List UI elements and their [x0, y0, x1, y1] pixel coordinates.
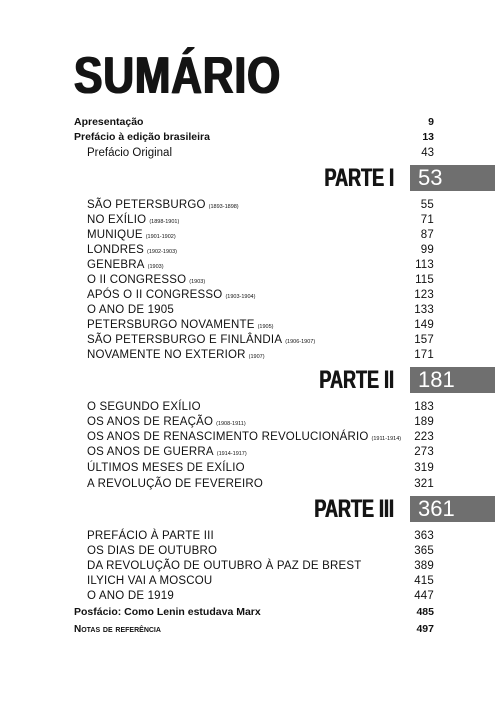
- chapter-title: OS ANOS DE GUERRA: [87, 446, 214, 458]
- chapter-page: 71: [420, 214, 434, 226]
- toc-chapter[interactable]: [87, 333, 434, 348]
- toc-entry-page: 43: [421, 147, 434, 159]
- chapter-page: 319: [414, 462, 434, 474]
- chapter-title: O ANO DE 1919: [87, 590, 174, 602]
- chapter-page: 365: [414, 545, 434, 557]
- toc-entry-notas[interactable]: [74, 622, 434, 637]
- chapter-years: (1907): [248, 354, 265, 360]
- toc-entry-label: Prefácio Original: [87, 147, 173, 159]
- toc-chapter[interactable]: [87, 348, 434, 363]
- toc-chapter[interactable]: [87, 213, 434, 228]
- toc-entry-page: 485: [416, 606, 434, 618]
- toc-entry-prefacio-edicao-brasileira[interactable]: [74, 130, 434, 145]
- part-page-bar: 361: [410, 496, 495, 522]
- chapter-page: 223: [414, 431, 434, 443]
- part-label: PARTE I: [324, 164, 394, 192]
- toc-chapter[interactable]: [87, 318, 434, 333]
- chapter-page: 171: [414, 349, 434, 361]
- toc-entry-label: Posfácio: Como Lenin estudava Marx: [74, 606, 261, 618]
- toc-chapter[interactable]: [87, 589, 434, 604]
- chapter-years: (1908-1911): [216, 421, 246, 427]
- chapter-title: SÃO PETERSBURGO E FINLÂNDIA: [87, 334, 283, 346]
- chapter-years: (1901-1902): [145, 234, 176, 240]
- chapter-years: (1903-1904): [225, 294, 256, 300]
- chapter-years: (1902-1903): [147, 249, 177, 255]
- toc-chapter[interactable]: [87, 288, 434, 303]
- chapter-years: (1903): [147, 264, 164, 270]
- toc-entry-page: 497: [416, 623, 434, 635]
- page-title: SUMÁRIO: [74, 47, 282, 105]
- toc-chapter[interactable]: [87, 574, 434, 589]
- chapter-title: GENEBRA: [87, 259, 145, 271]
- chapter-title: LONDRES: [87, 244, 144, 256]
- toc-chapter[interactable]: [87, 544, 434, 559]
- toc-chapter[interactable]: [87, 198, 434, 213]
- toc-chapter[interactable]: [87, 461, 434, 476]
- toc-chapter[interactable]: [87, 445, 434, 460]
- chapter-page: 273: [414, 446, 434, 458]
- toc-entry-label: Notas de referência: [74, 624, 161, 635]
- toc-chapter[interactable]: [87, 430, 434, 445]
- chapter-years: (1903): [189, 279, 206, 285]
- chapter-page: 189: [414, 416, 434, 428]
- part-header-3[interactable]: [0, 496, 495, 522]
- toc-chapter[interactable]: [87, 258, 434, 273]
- chapter-page: 149: [414, 319, 434, 331]
- chapter-title: OS ANOS DE RENASCIMENTO REVOLUCIONÁRIO: [87, 431, 369, 443]
- chapter-page: 183: [414, 401, 434, 413]
- chapter-page: 415: [414, 575, 434, 587]
- toc-entry-page: 13: [422, 131, 434, 143]
- chapter-page: 123: [414, 289, 434, 301]
- part-page-bar: 181: [410, 367, 495, 393]
- chapter-years: (1905): [257, 324, 274, 330]
- toc-entry-apresentacao[interactable]: [74, 115, 434, 130]
- chapter-title: SÃO PETERSBURGO: [87, 199, 206, 211]
- chapter-title: A REVOLUÇÃO DE FEVEREIRO: [87, 478, 264, 490]
- toc-entry-label: Apresentação: [74, 116, 144, 128]
- chapter-years: (1914-1917): [216, 451, 247, 457]
- chapter-page: 113: [415, 259, 434, 271]
- chapter-page: 363: [414, 530, 434, 542]
- toc-chapter[interactable]: [87, 303, 434, 318]
- toc-entry-page: 9: [428, 116, 434, 128]
- chapter-title: O ANO DE 1905: [87, 304, 174, 316]
- chapter-title: PETERSBURGO NOVAMENTE: [87, 319, 255, 331]
- chapter-page: 321: [414, 478, 434, 490]
- part-page-bar: 53: [410, 165, 495, 191]
- toc-chapter[interactable]: [87, 228, 434, 243]
- chapter-title: APÓS O II CONGRESSO: [87, 289, 223, 301]
- chapter-title: NOVAMENTE NO EXTERIOR: [87, 349, 246, 361]
- chapter-title: O SEGUNDO EXÍLIO: [87, 401, 201, 413]
- chapter-years: (1911-1914): [371, 436, 402, 442]
- toc-chapter[interactable]: [87, 559, 434, 574]
- part-label: PARTE II: [319, 366, 394, 394]
- chapter-page: 389: [414, 560, 434, 572]
- chapter-years: (1898-1901): [149, 219, 180, 225]
- chapter-title: OS ANOS DE REAÇÃO: [87, 416, 214, 428]
- toc-chapter[interactable]: [87, 477, 434, 492]
- toc-entry-label: Prefácio à edição brasileira: [74, 131, 210, 143]
- chapter-title: ÚLTIMOS MESES DE EXÍLIO: [87, 462, 245, 474]
- chapter-page: 157: [414, 334, 434, 346]
- chapter-years: (1906-1907): [285, 339, 316, 345]
- part-label: PARTE III: [314, 495, 394, 523]
- chapter-title: OS DIAS DE OUTUBRO: [87, 545, 218, 557]
- toc-entry-posfacio[interactable]: [74, 605, 434, 620]
- chapter-title: DA REVOLUÇÃO DE OUTUBRO À PAZ DE BREST: [87, 560, 362, 572]
- chapter-title: ILYICH VAI A MOSCOU: [87, 575, 213, 587]
- part-header-1[interactable]: [0, 165, 495, 191]
- chapter-title: O II CONGRESSO: [87, 274, 187, 286]
- chapter-years: (1893-1898): [208, 204, 239, 210]
- chapter-page: 115: [415, 274, 434, 286]
- chapter-page: 99: [420, 244, 434, 256]
- toc-entry-prefacio-original[interactable]: [87, 146, 434, 161]
- chapter-title: PREFÁCIO À PARTE III: [87, 530, 214, 542]
- toc-chapter[interactable]: [87, 243, 434, 258]
- toc-chapter[interactable]: [87, 529, 434, 544]
- toc-chapter[interactable]: [87, 415, 434, 430]
- chapter-page: 133: [414, 304, 434, 316]
- chapter-page: 87: [420, 229, 434, 241]
- chapter-page: 55: [420, 199, 434, 211]
- toc-chapter[interactable]: [87, 400, 434, 415]
- chapter-page: 447: [414, 590, 434, 602]
- chapter-title: MUNIQUE: [87, 229, 143, 241]
- toc-chapter[interactable]: [87, 273, 434, 288]
- part-header-2[interactable]: [0, 367, 495, 393]
- chapter-title: NO EXÍLIO: [87, 214, 147, 226]
